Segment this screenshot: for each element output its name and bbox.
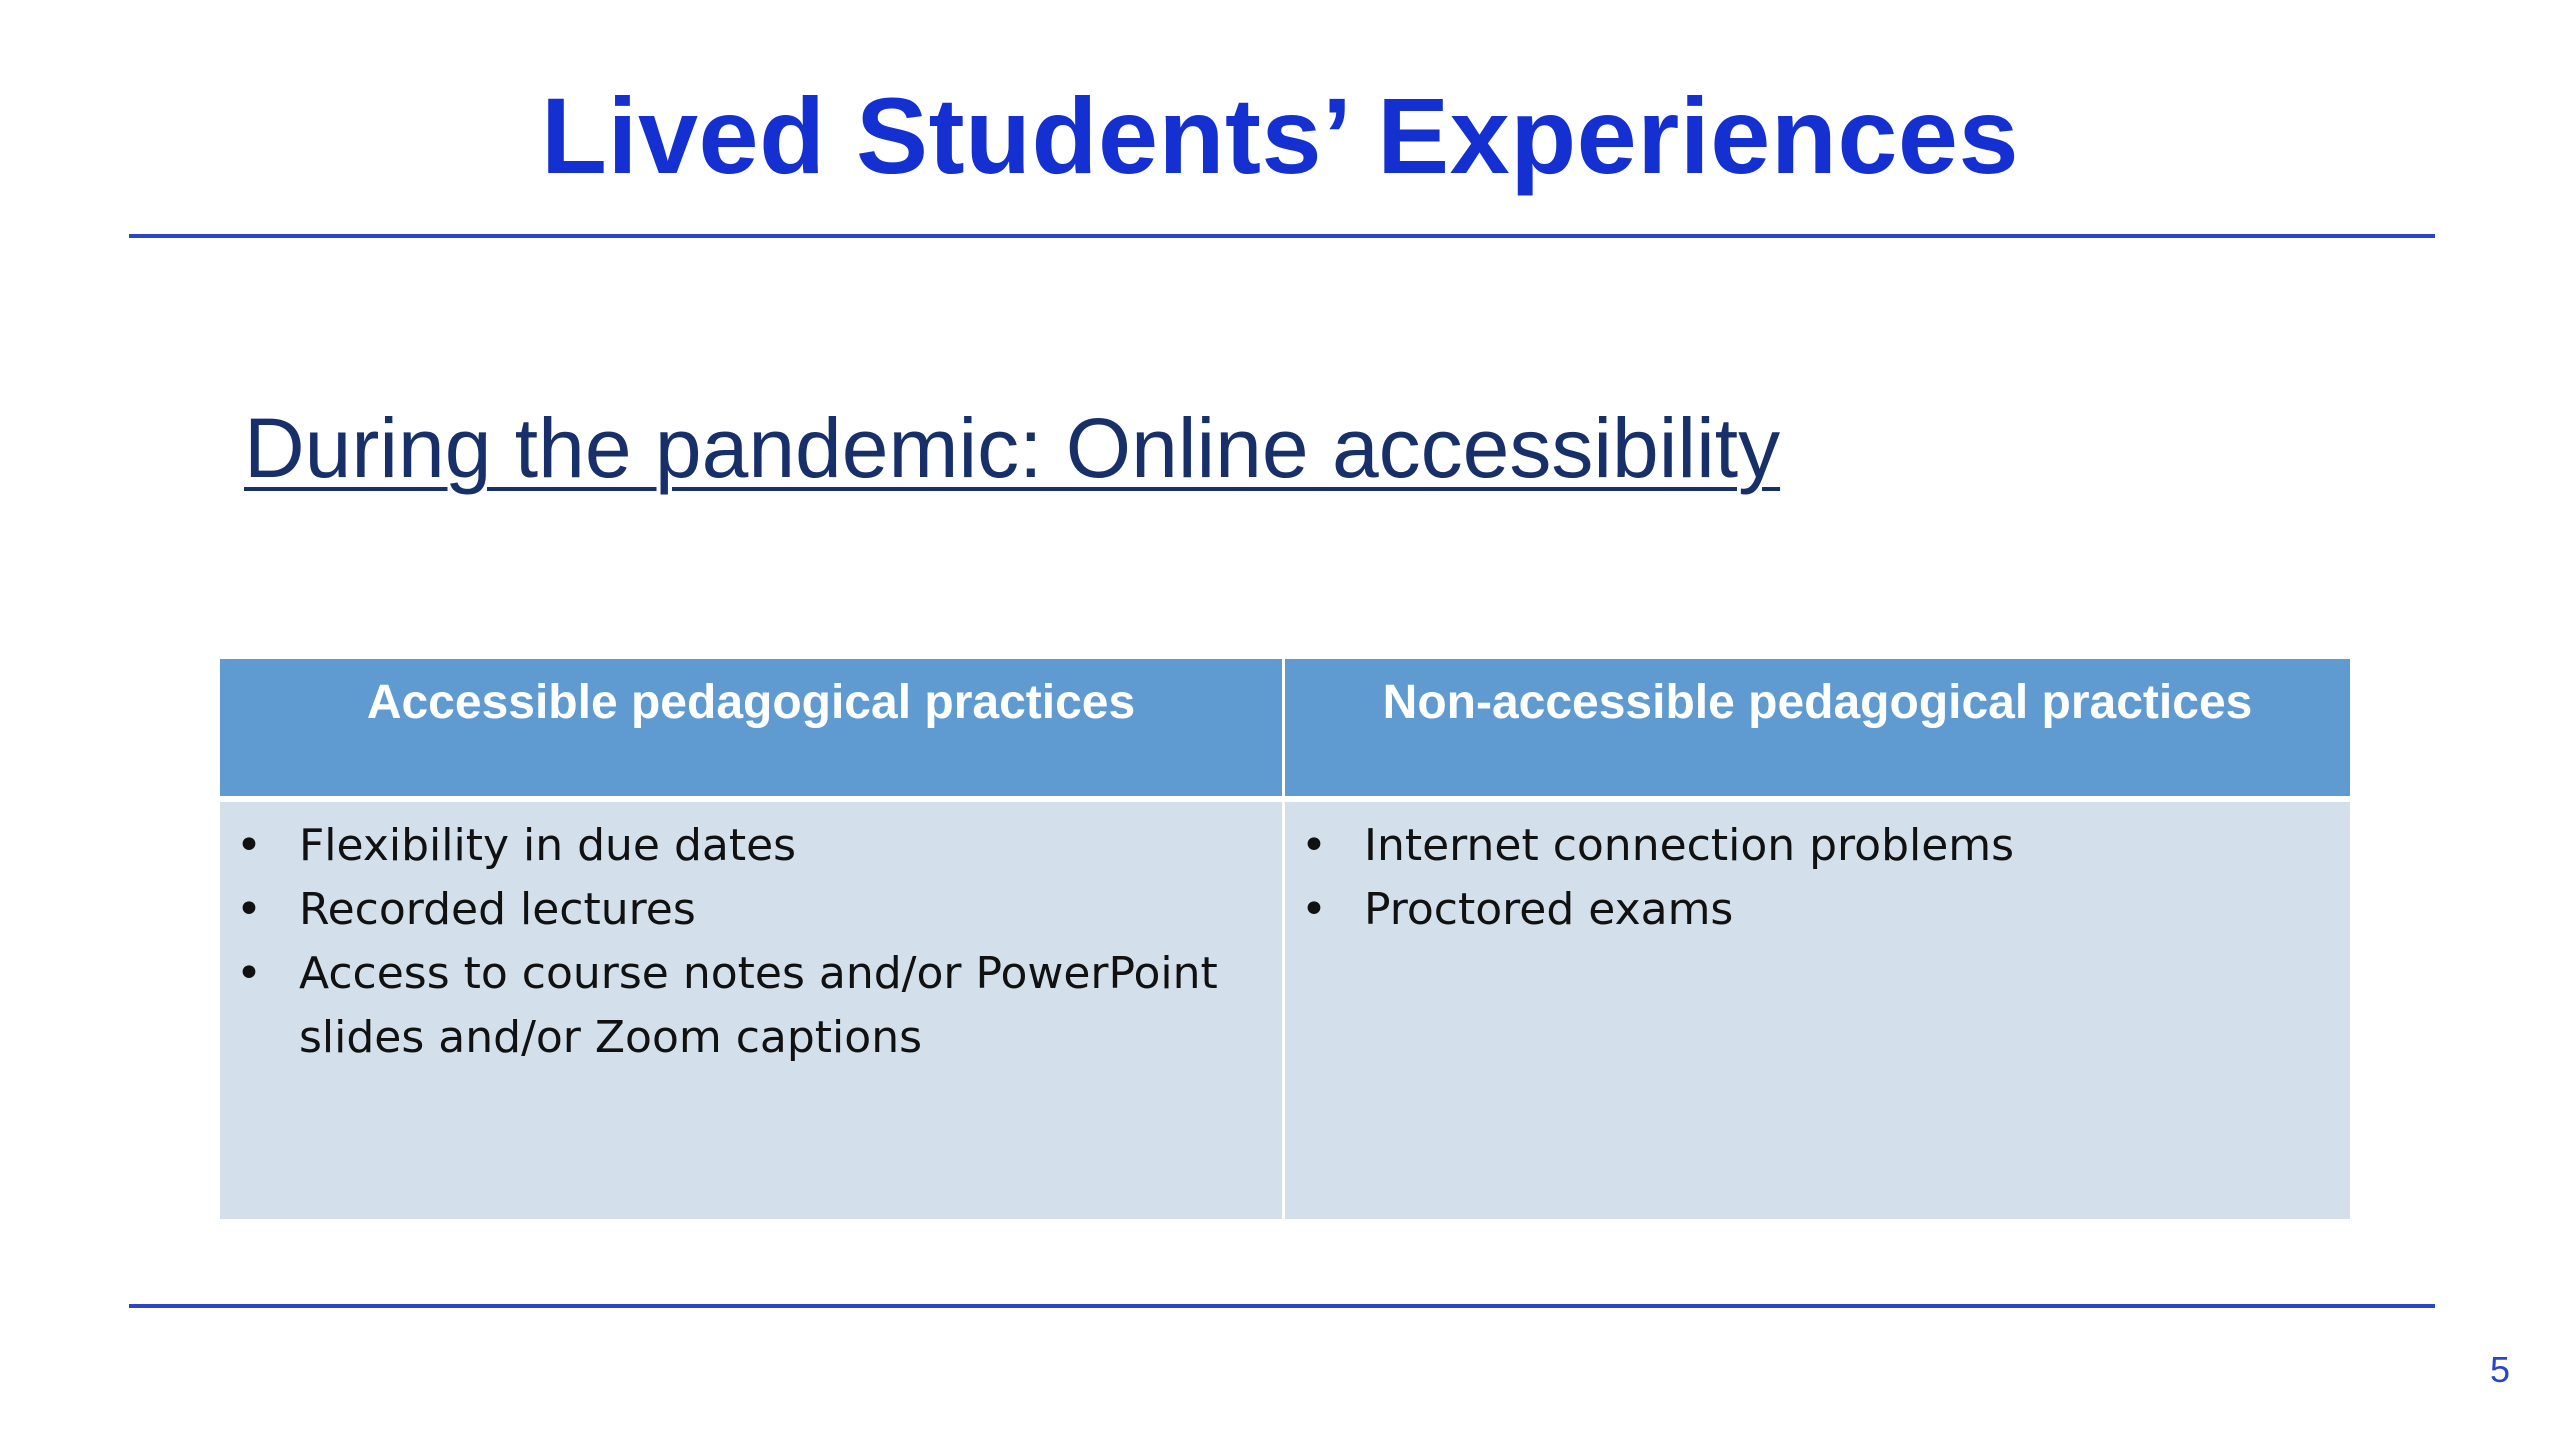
cell-accessible <box>220 802 1282 1219</box>
bullet-icon: • <box>236 820 262 871</box>
header-non-accessible: Non-accessible pedagogical practices <box>1285 659 2350 796</box>
page-number: 5 <box>2489 1349 2511 1390</box>
bullet-icon: • <box>236 948 262 999</box>
list-item <box>1285 878 2350 942</box>
non-accessible-list <box>1285 814 2350 942</box>
bullet-icon: • <box>1301 820 1327 871</box>
list-item <box>1285 814 2350 878</box>
list-item <box>220 878 1282 942</box>
bottom-divider <box>129 1304 2435 1308</box>
top-divider <box>129 234 2435 238</box>
header-accessible: Accessible pedagogical practices <box>220 659 1282 796</box>
list-item-text: Recorded lectures <box>299 884 696 935</box>
list-item-text: Access to course notes and/or PowerPoint slides and/or Zoom captions <box>299 948 1218 1063</box>
list-item <box>220 942 1282 1070</box>
cell-non-accessible <box>1285 802 2350 1219</box>
practices-table <box>220 659 2350 1219</box>
slide-title: Lived Students’ Experiences <box>540 75 2020 196</box>
list-item <box>220 814 1282 878</box>
list-item-text: Internet connection problems <box>1364 820 2015 871</box>
bullet-icon: • <box>1301 884 1327 935</box>
list-item-text: Flexibility in due dates <box>299 820 797 871</box>
list-item-text: Proctored exams <box>1364 884 1734 935</box>
bullet-icon: • <box>236 884 262 935</box>
slide-subtitle: During the pandemic: Online accessibility <box>244 401 1781 495</box>
accessible-list <box>220 814 1282 1070</box>
